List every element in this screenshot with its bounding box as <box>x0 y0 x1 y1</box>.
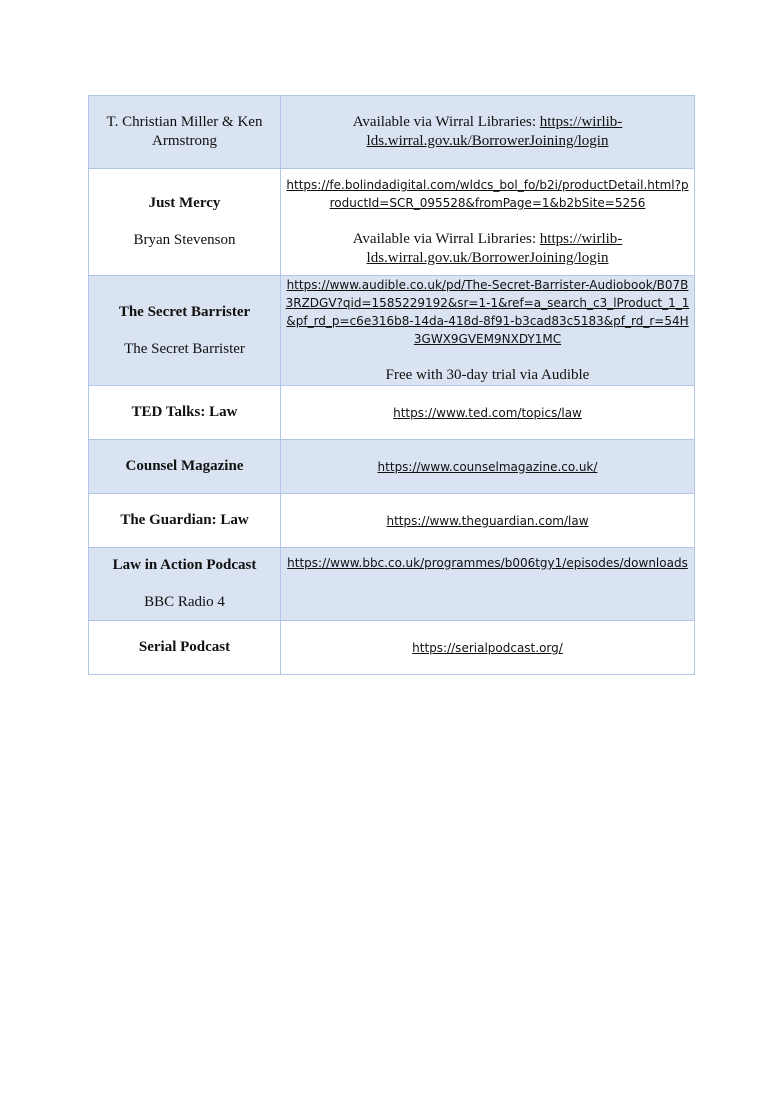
resource-title: Just Mercy <box>148 195 221 211</box>
resource-author: T. Christian Miller & Ken Armstrong <box>106 114 263 149</box>
table-row <box>89 494 695 548</box>
resource-cell <box>89 96 281 169</box>
resource-title: The Secret Barrister <box>118 303 251 320</box>
resource-author: The Secret Barrister <box>124 340 245 357</box>
library-prefix: Available via Wirral Libraries: <box>352 231 540 247</box>
resource-link[interactable]: https://www.audible.co.uk/pd/The-Secret-Barrister-Audiobook/B07B3RZDGV?qid=1585229192&sr=1-1&ref=a_search_c3_lProduct_1_1&pf_rd_p=c6e316b8-14da-418d-8f91-b3cad83c5183&pf_rd_r=54H3GWX9GVEM9NXDY1MC <box>285 278 690 346</box>
resource-cell <box>89 548 281 621</box>
link-cell <box>281 169 695 276</box>
link-cell <box>281 276 695 386</box>
resource-author: BBC Radio 4 <box>144 594 225 610</box>
table-row <box>89 96 695 169</box>
resource-author: Bryan Stevenson <box>133 232 236 248</box>
resource-title: Law in Action Podcast <box>112 557 257 573</box>
link-cell <box>281 96 695 169</box>
resource-link[interactable]: https://serialpodcast.org/ <box>412 640 563 655</box>
resource-cell <box>89 276 281 386</box>
table-row <box>89 440 695 494</box>
resource-title: TED Talks: Law <box>89 386 281 440</box>
link-cell <box>281 548 695 621</box>
resource-title: Counsel Magazine <box>89 440 281 494</box>
resource-title: Serial Podcast <box>89 621 281 675</box>
resource-link[interactable]: https://www.ted.com/topics/law <box>393 405 582 420</box>
library-link[interactable]: https://wirlib-lds.wirral.gov.uk/BorrowerJoining/login <box>366 231 623 266</box>
table-row <box>89 621 695 675</box>
link-cell <box>281 621 695 675</box>
resource-cell <box>89 169 281 276</box>
link-cell <box>281 494 695 548</box>
table-row <box>89 548 695 621</box>
resource-title: The Guardian: Law <box>89 494 281 548</box>
link-cell <box>281 440 695 494</box>
link-cell <box>281 386 695 440</box>
library-prefix: Available via Wirral Libraries: <box>352 114 540 130</box>
resources-table <box>88 95 695 675</box>
resource-note: Free with 30-day trial via Audible <box>385 367 590 383</box>
resource-link[interactable]: https://www.theguardian.com/law <box>386 513 589 528</box>
table-row <box>89 386 695 440</box>
resource-link[interactable]: https://www.counselmagazine.co.uk/ <box>377 459 598 474</box>
resource-link[interactable]: https://www.bbc.co.uk/programmes/b006tgy1/episodes/downloads <box>287 556 688 570</box>
table-row <box>89 169 695 276</box>
table-row <box>89 276 695 386</box>
library-link[interactable]: https://wirlib-lds.wirral.gov.uk/BorrowerJoining/login <box>366 114 623 149</box>
resource-link[interactable]: https://fe.bolindadigital.com/wldcs_bol_fo/b2i/productDetail.html?productId=SCR_095528&fromPage=1&b2bSite=5256 <box>286 178 689 210</box>
